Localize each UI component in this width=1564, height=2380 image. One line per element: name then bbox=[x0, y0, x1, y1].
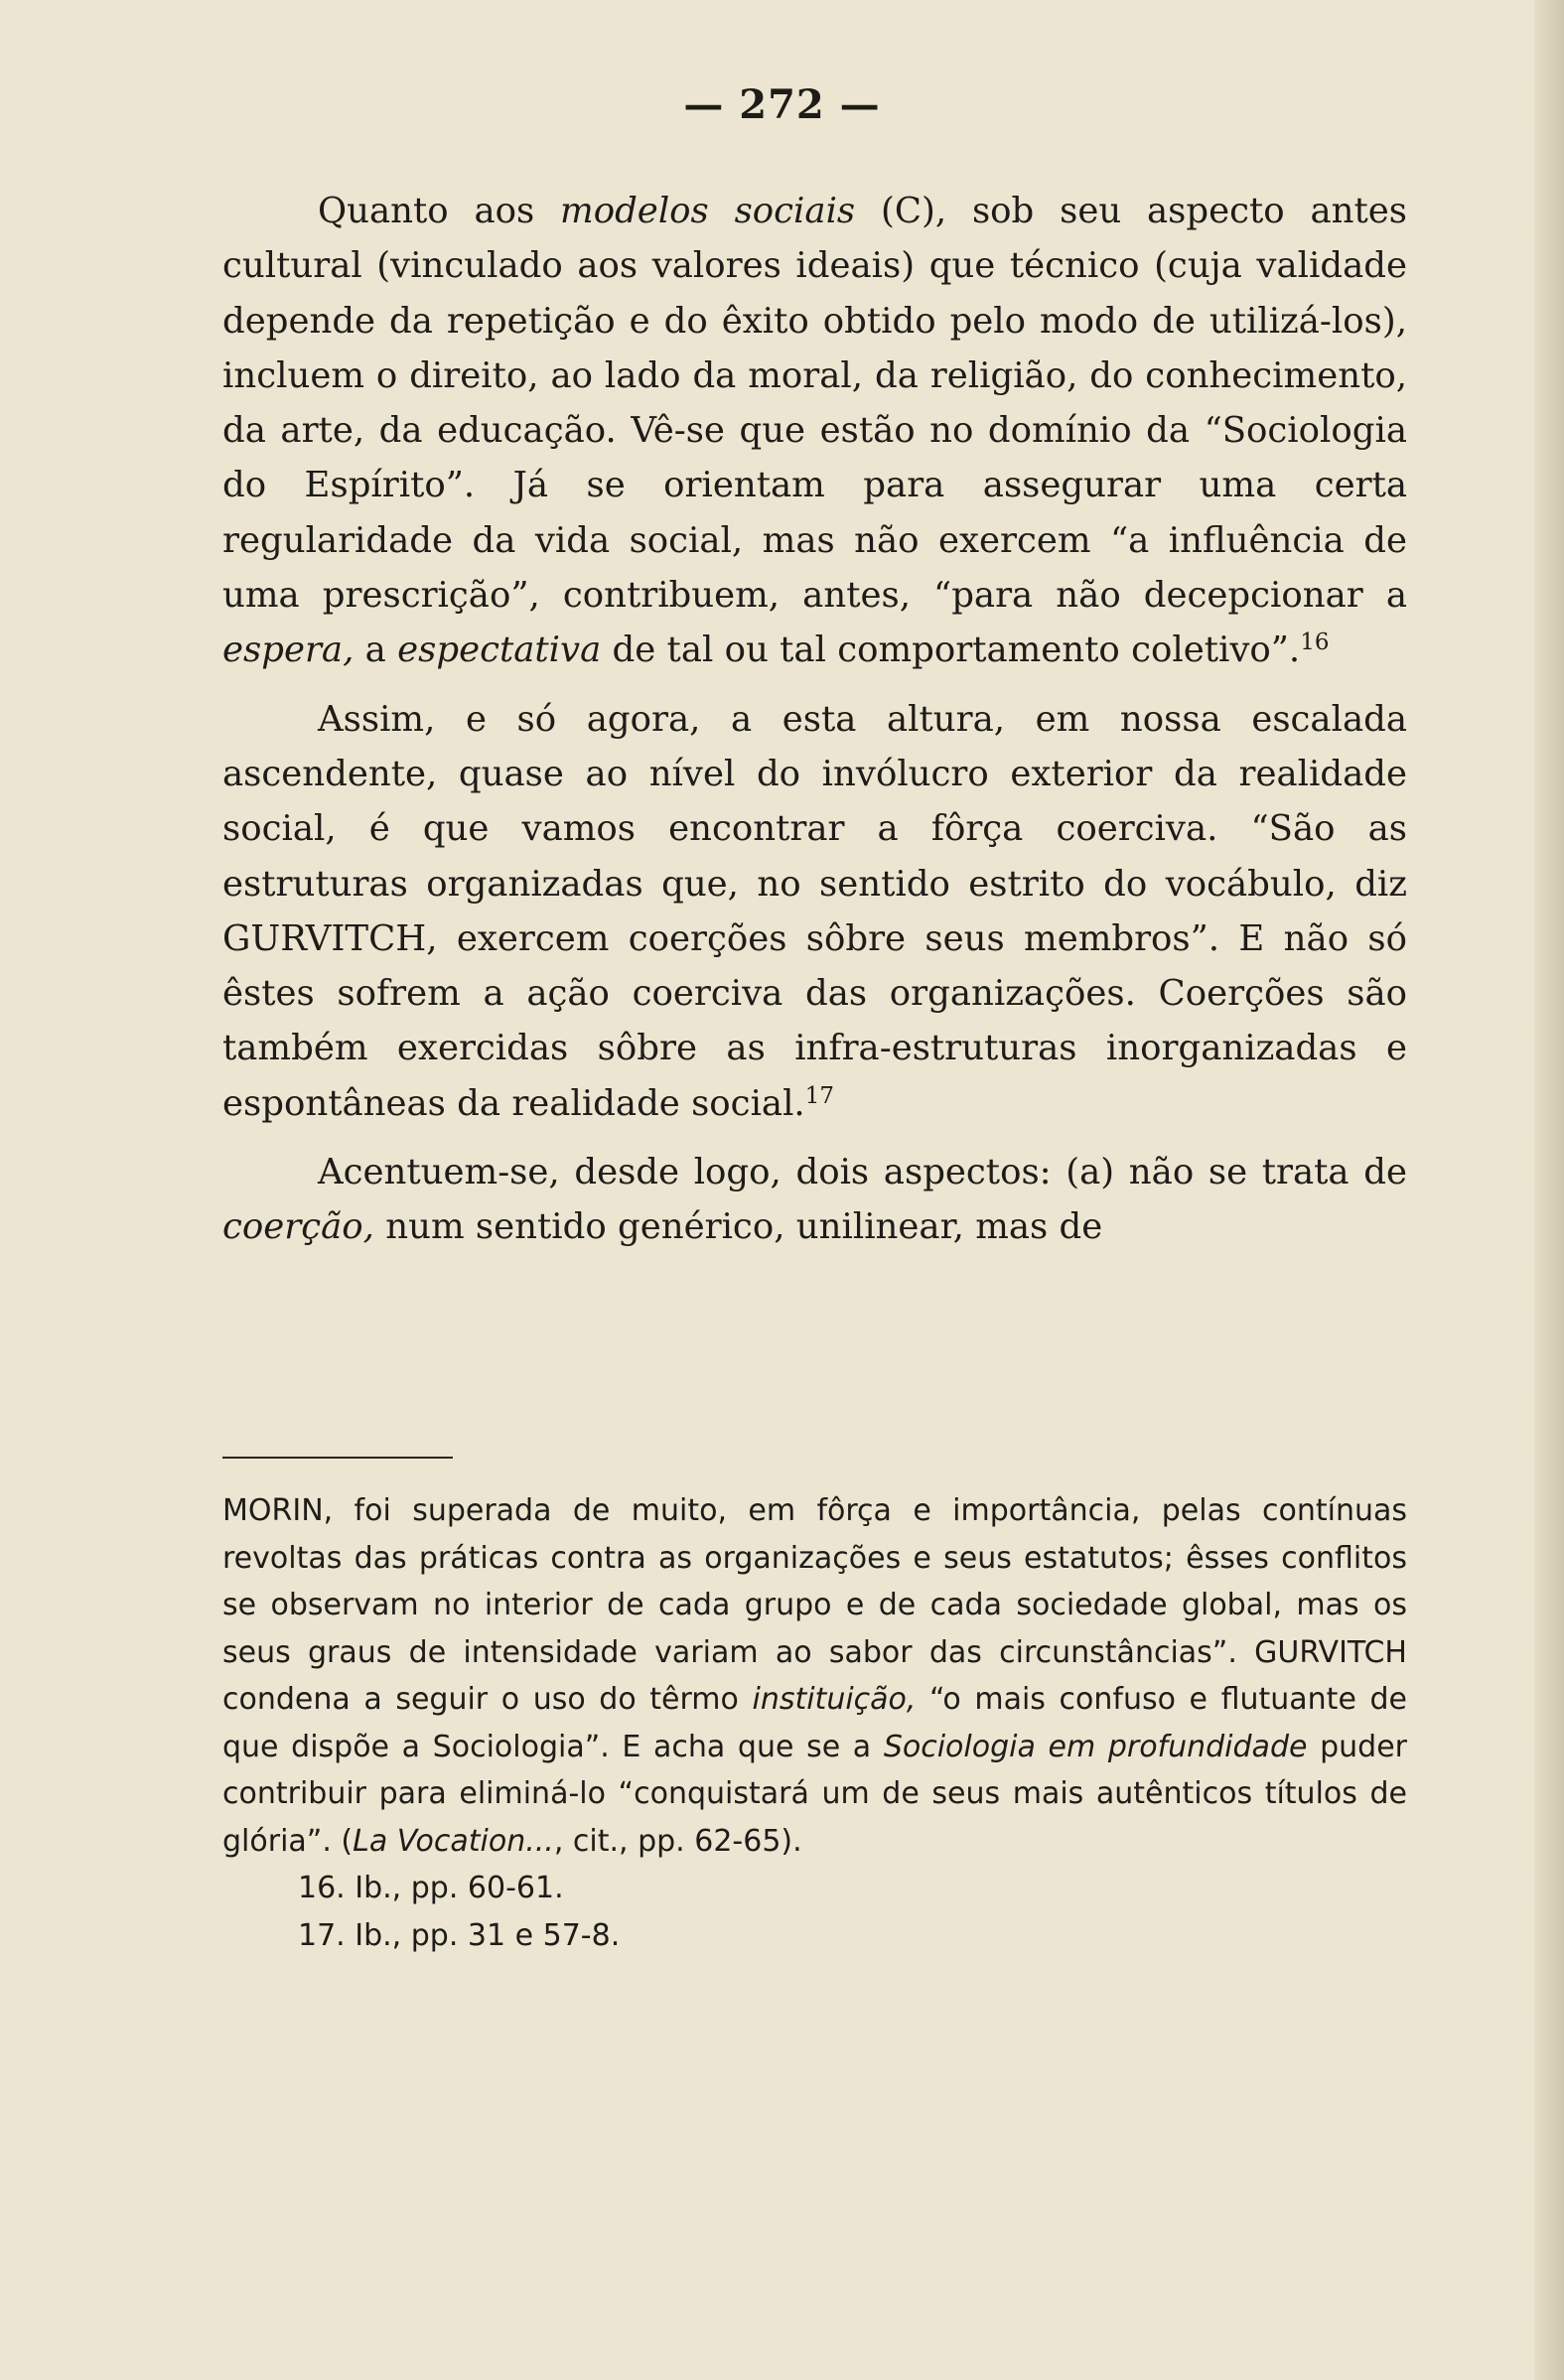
paragraph-1-text: a bbox=[354, 630, 398, 671]
footnote-continuation bbox=[222, 1487, 1407, 1865]
footnote-text: “o mais confuso e flutuante de que dispõe a Sociologia”. E acha que se a bbox=[222, 1682, 1407, 1764]
footnote-marker-17: 17 bbox=[804, 1082, 835, 1109]
footnote-text: , cit., pp. 62-65). bbox=[553, 1823, 802, 1859]
paragraph-1 bbox=[222, 184, 1407, 678]
paragraph-1-text: Quanto aos bbox=[318, 191, 561, 231]
footnote-text: MORIN, foi superada de muito, em fôrça e importância, pelas contínuas revoltas das práticas contra as organizações e seus estatutos; êsses conflitos se observam no interior de cada grupo e de cada sociedade global, mas os seus graus de intensidade variam ao sabor das circunstâncias”. GURVITCH condena a seguir o uso do têrmo bbox=[222, 1493, 1407, 1717]
italic-term: espera, bbox=[222, 630, 355, 671]
paragraph-2 bbox=[222, 692, 1407, 1131]
italic-term: Sociologia em profundidade bbox=[883, 1729, 1308, 1764]
footnote-16: 16. Ib., pp. 60-61. bbox=[298, 1871, 564, 1905]
italic-term: espectativa bbox=[397, 630, 602, 671]
footnote-separator bbox=[222, 1457, 453, 1459]
paragraph-3-text: Acentuem-se, desde logo, dois aspectos: (a) não se trata de bbox=[318, 1152, 1407, 1193]
paragraph-2-text: Assim, e só agora, a esta altura, em nossa escalada ascendente, quase ao nível do invólucro exterior da realidade social, é que vamos encontrar a fôrça coerciva. “São as estruturas organizadas que, no sentido estrito do vocábulo, diz GURVITCH, exercem coerções sôbre seus membros”. E não só êstes sofrem a ação coerciva das organizações. Coerções são também exercidas sôbre as infra-estruturas inorganizadas e espontâneas da realidade social. bbox=[222, 698, 1407, 1124]
footnote-marker-16: 16 bbox=[1300, 630, 1330, 656]
footnote-17: 17. Ib., pp. 31 e 57-8. bbox=[298, 1917, 621, 1953]
page-number: — 272 — bbox=[683, 81, 881, 128]
paragraph-3-text: num sentido genérico, unilinear, mas de bbox=[373, 1206, 1103, 1248]
footnote-text: puder contribuir para eliminá-lo “conquistará um de seus mais autênticos títulos de glória”. ( bbox=[222, 1729, 1407, 1859]
italic-term: modelos sociais bbox=[560, 191, 856, 231]
footnotes bbox=[222, 1487, 1407, 1959]
paragraph-1-text: (C), sob seu aspecto antes cultural (vinculado aos valores ideais) que técnico (cuja validade depende da repetição e do êxito obtido pelo modo de utilizá-los), incluem o direito, ao lado da moral, da religião, do conhecimento, da arte, da educação. Vê-se que estão no domínio da “Sociologia do Espírito”. Já se orientam para assegurar uma certa regularidade da vida social, mas não exercem “a influência de uma prescrição”, contribuem, antes, “para não decepcionar a bbox=[222, 191, 1407, 617]
italic-term: instituição, bbox=[752, 1682, 917, 1717]
page-edge bbox=[1534, 0, 1564, 2380]
italic-term: coerção, bbox=[222, 1206, 374, 1248]
paragraph-3 bbox=[222, 1145, 1407, 1255]
italic-term: La Vocation... bbox=[353, 1823, 554, 1859]
paragraph-1-text: de tal ou tal comportamento coletivo”. bbox=[601, 630, 1301, 671]
body-text bbox=[222, 184, 1407, 1255]
